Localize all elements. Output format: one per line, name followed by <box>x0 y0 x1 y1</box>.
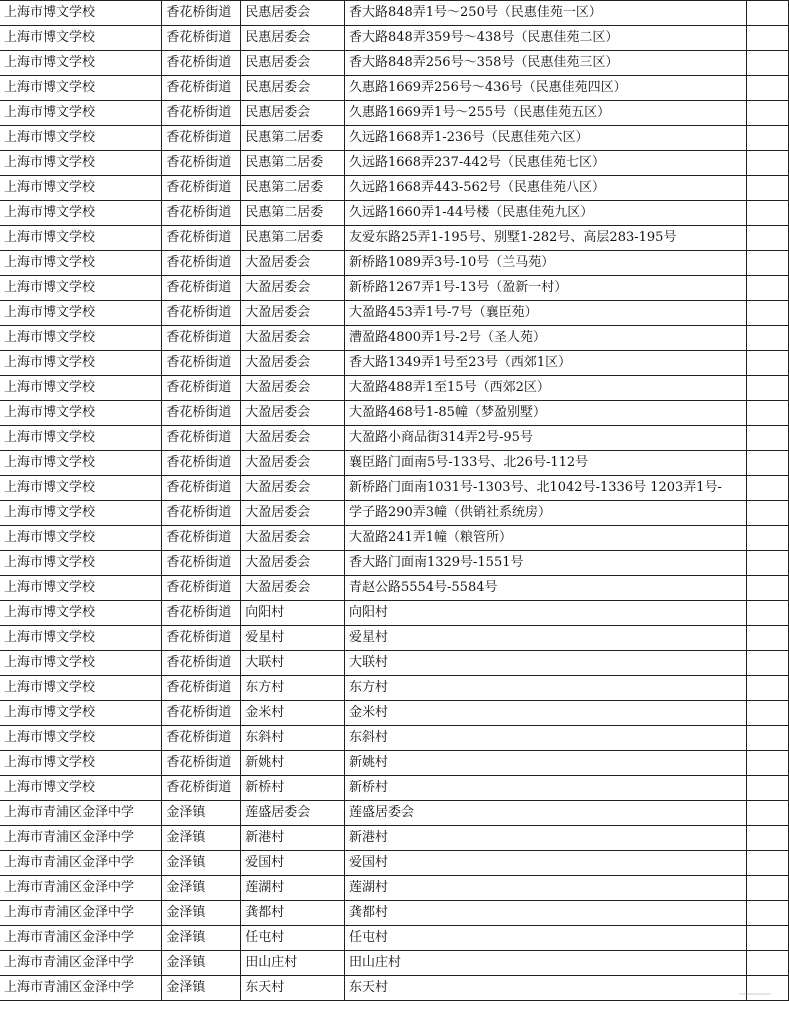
empty-cell <box>747 651 789 676</box>
table-row <box>0 326 789 351</box>
table-row <box>0 151 789 176</box>
table-row <box>0 976 789 1001</box>
street-cell: 香花桥街道 <box>162 26 241 51</box>
street-cell: 金泽镇 <box>162 926 241 951</box>
street-cell: 香花桥街道 <box>162 301 241 326</box>
street-cell: 香花桥街道 <box>162 376 241 401</box>
committee-cell: 田山庄村 <box>241 951 345 976</box>
street-cell: 香花桥街道 <box>162 501 241 526</box>
empty-cell <box>747 51 789 76</box>
address-cell: 新港村 <box>344 826 747 851</box>
school-cell: 上海市博文学校 <box>0 326 162 351</box>
committee-cell: 新港村 <box>241 826 345 851</box>
school-cell: 上海市博文学校 <box>0 401 162 426</box>
table-row <box>0 226 789 251</box>
table-row <box>0 676 789 701</box>
empty-cell <box>747 851 789 876</box>
empty-cell <box>747 801 789 826</box>
table-row <box>0 51 789 76</box>
committee-cell: 爱星村 <box>241 626 345 651</box>
committee-cell: 大盈居委会 <box>241 451 345 476</box>
street-cell: 香花桥街道 <box>162 701 241 726</box>
empty-cell <box>747 251 789 276</box>
empty-cell <box>747 1 789 26</box>
table-row <box>0 426 789 451</box>
school-cell: 上海市博文学校 <box>0 501 162 526</box>
empty-cell <box>747 551 789 576</box>
school-cell: 上海市博文学校 <box>0 351 162 376</box>
school-cell: 上海市博文学校 <box>0 751 162 776</box>
street-cell: 香花桥街道 <box>162 526 241 551</box>
empty-cell <box>747 101 789 126</box>
address-cell: 久远路1668弄443-562号（民惠佳苑八区） <box>344 176 747 201</box>
empty-cell <box>747 426 789 451</box>
table-row <box>0 476 789 501</box>
table-row <box>0 451 789 476</box>
committee-cell: 民惠居委会 <box>241 76 345 101</box>
empty-cell <box>747 751 789 776</box>
street-cell: 香花桥街道 <box>162 151 241 176</box>
table-row <box>0 351 789 376</box>
street-cell: 金泽镇 <box>162 826 241 851</box>
street-cell: 金泽镇 <box>162 976 241 1001</box>
table-row <box>0 876 789 901</box>
table-row <box>0 726 789 751</box>
address-cell: 大联村 <box>344 651 747 676</box>
committee-cell: 新桥村 <box>241 776 345 801</box>
address-cell: 香大路848弄256号～358号（民惠佳苑三区） <box>344 51 747 76</box>
table-row <box>0 901 789 926</box>
table-row <box>0 576 789 601</box>
address-cell: 东方村 <box>344 676 747 701</box>
street-cell: 香花桥街道 <box>162 101 241 126</box>
committee-cell: 民惠第二居委 <box>241 226 345 251</box>
address-cell: 大盈路241弄1幢（粮管所） <box>344 526 747 551</box>
address-cell: 金米村 <box>344 701 747 726</box>
address-cell: 大盈路453弄1号-7号（襄臣苑） <box>344 301 747 326</box>
address-cell: 东斜村 <box>344 726 747 751</box>
school-cell: 上海市博文学校 <box>0 451 162 476</box>
committee-cell: 民惠居委会 <box>241 1 345 26</box>
table-row <box>0 826 789 851</box>
table-row <box>0 601 789 626</box>
street-cell: 金泽镇 <box>162 851 241 876</box>
street-cell: 香花桥街道 <box>162 451 241 476</box>
address-cell: 向阳村 <box>344 601 747 626</box>
street-cell: 香花桥街道 <box>162 51 241 76</box>
address-cell: 久远路1660弄1-44号楼（民惠佳苑九区） <box>344 201 747 226</box>
empty-cell <box>747 876 789 901</box>
empty-cell <box>747 276 789 301</box>
committee-cell: 金米村 <box>241 701 345 726</box>
committee-cell: 大盈居委会 <box>241 576 345 601</box>
address-cell: 新桥路门面南1031号-1303号、北1042号-1336号 1203弄1号- <box>344 476 747 501</box>
empty-cell <box>747 476 789 501</box>
school-cell: 上海市博文学校 <box>0 776 162 801</box>
committee-cell: 大盈居委会 <box>241 351 345 376</box>
street-cell: 香花桥街道 <box>162 176 241 201</box>
street-cell: 金泽镇 <box>162 951 241 976</box>
table-row <box>0 376 789 401</box>
street-cell: 香花桥街道 <box>162 551 241 576</box>
table-row <box>0 651 789 676</box>
school-cell: 上海市博文学校 <box>0 651 162 676</box>
street-cell: 香花桥街道 <box>162 251 241 276</box>
table-row <box>0 1 789 26</box>
empty-cell <box>747 826 789 851</box>
school-cell: 上海市博文学校 <box>0 526 162 551</box>
empty-cell <box>747 776 789 801</box>
address-cell: 爱星村 <box>344 626 747 651</box>
school-cell: 上海市青浦区金泽中学 <box>0 801 162 826</box>
table-row <box>0 551 789 576</box>
committee-cell: 东天村 <box>241 976 345 1001</box>
address-cell: 襄臣路门面南5号-133号、北26号-112号 <box>344 451 747 476</box>
empty-cell <box>747 526 789 551</box>
school-cell: 上海市博文学校 <box>0 701 162 726</box>
street-cell: 香花桥街道 <box>162 626 241 651</box>
street-cell: 香花桥街道 <box>162 726 241 751</box>
committee-cell: 大联村 <box>241 651 345 676</box>
committee-cell: 大盈居委会 <box>241 276 345 301</box>
address-cell: 新姚村 <box>344 751 747 776</box>
table-row <box>0 301 789 326</box>
address-cell: 新桥路1267弄1号-13号（盈新一村） <box>344 276 747 301</box>
committee-cell: 大盈居委会 <box>241 501 345 526</box>
street-cell: 香花桥街道 <box>162 476 241 501</box>
address-cell: 香大路1349弄1号至23号（西郊1区） <box>344 351 747 376</box>
school-cell: 上海市博文学校 <box>0 601 162 626</box>
table-row <box>0 751 789 776</box>
school-cell: 上海市博文学校 <box>0 126 162 151</box>
address-cell: 龚都村 <box>344 901 747 926</box>
school-cell: 上海市博文学校 <box>0 176 162 201</box>
street-cell: 香花桥街道 <box>162 576 241 601</box>
school-cell: 上海市青浦区金泽中学 <box>0 951 162 976</box>
address-cell: 漕盈路4800弄1号-2号（圣人苑） <box>344 326 747 351</box>
empty-cell <box>747 401 789 426</box>
school-cell: 上海市博文学校 <box>0 551 162 576</box>
empty-cell <box>747 301 789 326</box>
address-cell: 爱国村 <box>344 851 747 876</box>
school-cell: 上海市博文学校 <box>0 26 162 51</box>
street-cell: 香花桥街道 <box>162 126 241 151</box>
street-cell: 香花桥街道 <box>162 276 241 301</box>
committee-cell: 莲湖村 <box>241 876 345 901</box>
table-row <box>0 201 789 226</box>
table-row <box>0 526 789 551</box>
committee-cell: 大盈居委会 <box>241 326 345 351</box>
empty-cell <box>747 351 789 376</box>
scan-artifact-mark <box>739 989 771 999</box>
address-cell: 任屯村 <box>344 926 747 951</box>
address-cell: 莲盛居委会 <box>344 801 747 826</box>
table-row <box>0 176 789 201</box>
school-cell: 上海市博文学校 <box>0 676 162 701</box>
committee-cell: 大盈居委会 <box>241 376 345 401</box>
committee-cell: 任屯村 <box>241 926 345 951</box>
empty-cell <box>747 326 789 351</box>
committee-cell: 大盈居委会 <box>241 251 345 276</box>
table-row <box>0 951 789 976</box>
committee-cell: 大盈居委会 <box>241 551 345 576</box>
school-cell: 上海市博文学校 <box>0 101 162 126</box>
address-cell: 学子路290弄3幢（供销社系统房） <box>344 501 747 526</box>
empty-cell <box>747 151 789 176</box>
address-cell: 新桥村 <box>344 776 747 801</box>
address-cell: 香大路848弄359号～438号（民惠佳苑二区） <box>344 26 747 51</box>
empty-cell <box>747 676 789 701</box>
school-cell: 上海市博文学校 <box>0 51 162 76</box>
table-row <box>0 801 789 826</box>
street-cell: 香花桥街道 <box>162 426 241 451</box>
table-row <box>0 101 789 126</box>
address-cell: 久远路1668弄237-442号（民惠佳苑七区） <box>344 151 747 176</box>
school-cell: 上海市博文学校 <box>0 376 162 401</box>
committee-cell: 爱国村 <box>241 851 345 876</box>
school-cell: 上海市青浦区金泽中学 <box>0 926 162 951</box>
school-cell: 上海市青浦区金泽中学 <box>0 976 162 1001</box>
empty-cell <box>747 226 789 251</box>
school-cell: 上海市博文学校 <box>0 1 162 26</box>
street-cell: 香花桥街道 <box>162 651 241 676</box>
empty-cell <box>747 451 789 476</box>
street-cell: 香花桥街道 <box>162 226 241 251</box>
address-cell: 香大路门面南1329号-1551号 <box>344 551 747 576</box>
committee-cell: 新姚村 <box>241 751 345 776</box>
committee-cell: 东方村 <box>241 676 345 701</box>
school-cell: 上海市青浦区金泽中学 <box>0 851 162 876</box>
empty-cell <box>747 951 789 976</box>
school-cell: 上海市博文学校 <box>0 626 162 651</box>
committee-cell: 大盈居委会 <box>241 526 345 551</box>
street-cell: 香花桥街道 <box>162 601 241 626</box>
committee-cell: 大盈居委会 <box>241 426 345 451</box>
committee-cell: 民惠第二居委 <box>241 151 345 176</box>
empty-cell <box>747 576 789 601</box>
empty-cell <box>747 501 789 526</box>
school-cell: 上海市博文学校 <box>0 301 162 326</box>
address-cell: 久惠路1669弄1号～255号（民惠佳苑五区） <box>344 101 747 126</box>
school-cell: 上海市博文学校 <box>0 476 162 501</box>
street-cell: 香花桥街道 <box>162 676 241 701</box>
table-row <box>0 251 789 276</box>
street-cell: 香花桥街道 <box>162 351 241 376</box>
table-row <box>0 501 789 526</box>
table-row <box>0 126 789 151</box>
empty-cell <box>747 701 789 726</box>
table-row <box>0 76 789 101</box>
school-cell: 上海市博文学校 <box>0 426 162 451</box>
empty-cell <box>747 901 789 926</box>
committee-cell: 东斜村 <box>241 726 345 751</box>
empty-cell <box>747 176 789 201</box>
table-row <box>0 776 789 801</box>
address-cell: 新桥路1089弄3号-10号（兰马苑） <box>344 251 747 276</box>
table-row <box>0 851 789 876</box>
empty-cell <box>747 201 789 226</box>
address-cell: 东天村 <box>344 976 747 1001</box>
committee-cell: 民惠第二居委 <box>241 176 345 201</box>
address-cell: 大盈路468号1-85幢（梦盈别墅） <box>344 401 747 426</box>
street-cell: 金泽镇 <box>162 876 241 901</box>
address-cell: 久惠路1669弄256号～436号（民惠佳苑四区） <box>344 76 747 101</box>
school-cell: 上海市青浦区金泽中学 <box>0 876 162 901</box>
address-cell: 香大路848弄1号～250号（民惠佳苑一区） <box>344 1 747 26</box>
school-cell: 上海市博文学校 <box>0 726 162 751</box>
empty-cell <box>747 926 789 951</box>
school-cell: 上海市博文学校 <box>0 576 162 601</box>
school-cell: 上海市博文学校 <box>0 151 162 176</box>
school-cell: 上海市博文学校 <box>0 201 162 226</box>
committee-cell: 民惠居委会 <box>241 51 345 76</box>
empty-cell <box>747 601 789 626</box>
school-cell: 上海市博文学校 <box>0 276 162 301</box>
table-row <box>0 401 789 426</box>
street-cell: 香花桥街道 <box>162 76 241 101</box>
committee-cell: 大盈居委会 <box>241 476 345 501</box>
address-cell: 青赵公路5554号-5584号 <box>344 576 747 601</box>
street-cell: 香花桥街道 <box>162 201 241 226</box>
empty-cell <box>747 126 789 151</box>
school-cell: 上海市博文学校 <box>0 76 162 101</box>
table-body <box>0 1 789 1001</box>
street-cell: 金泽镇 <box>162 901 241 926</box>
committee-cell: 大盈居委会 <box>241 401 345 426</box>
street-cell: 香花桥街道 <box>162 326 241 351</box>
empty-cell <box>747 626 789 651</box>
committee-cell: 龚都村 <box>241 901 345 926</box>
address-cell: 友爱东路25弄1-195号、别墅1-282号、高层283-195号 <box>344 226 747 251</box>
address-cell: 田山庄村 <box>344 951 747 976</box>
committee-cell: 民惠第二居委 <box>241 201 345 226</box>
school-cell: 上海市青浦区金泽中学 <box>0 901 162 926</box>
address-cell: 大盈路488弄1至15号（西郊2区） <box>344 376 747 401</box>
committee-cell: 民惠居委会 <box>241 26 345 51</box>
street-cell: 香花桥街道 <box>162 776 241 801</box>
address-cell: 久远路1668弄1-236号（民惠佳苑六区） <box>344 126 747 151</box>
committee-cell: 大盈居委会 <box>241 301 345 326</box>
street-cell: 香花桥街道 <box>162 1 241 26</box>
empty-cell <box>747 76 789 101</box>
table-row <box>0 926 789 951</box>
empty-cell <box>747 376 789 401</box>
empty-cell <box>747 726 789 751</box>
street-cell: 香花桥街道 <box>162 751 241 776</box>
school-cell: 上海市博文学校 <box>0 226 162 251</box>
empty-cell <box>747 26 789 51</box>
school-cell: 上海市博文学校 <box>0 251 162 276</box>
committee-cell: 民惠第二居委 <box>241 126 345 151</box>
address-cell: 莲湖村 <box>344 876 747 901</box>
street-cell: 金泽镇 <box>162 801 241 826</box>
committee-cell: 莲盛居委会 <box>241 801 345 826</box>
table-row <box>0 701 789 726</box>
table-row <box>0 626 789 651</box>
school-cell: 上海市青浦区金泽中学 <box>0 826 162 851</box>
address-cell: 大盈路小商品街314弄2号-95号 <box>344 426 747 451</box>
street-cell: 香花桥街道 <box>162 401 241 426</box>
table-row <box>0 276 789 301</box>
committee-cell: 民惠居委会 <box>241 101 345 126</box>
table-row <box>0 26 789 51</box>
committee-cell: 向阳村 <box>241 601 345 626</box>
